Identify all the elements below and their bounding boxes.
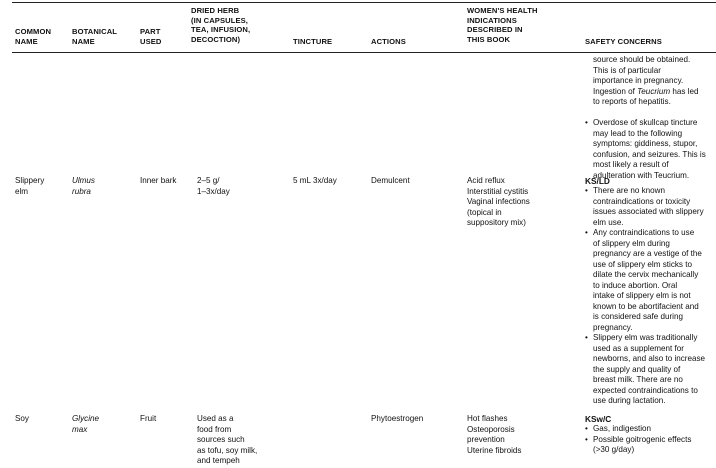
row-slippery-elm-safety-code: KS/LD [585,176,610,186]
continued-safety-bullets [585,118,715,181]
continued-safety-text [593,55,715,108]
row-slippery-elm-safety-bullets [585,186,715,407]
continued-safety-bullet: • Overdose of skullcap tincture may lead to the following symptoms: giddiness, stupor, confusion, and seizures. This is most likely a result of adulteration with Teucrium. [585,118,715,181]
row-soy-common-name: Soy [15,414,29,423]
col-header-safety: SAFETY CONCERNS [585,37,662,46]
row-soy-indications: Hot flashes Osteoporosis prevention Uterine fibroids [467,414,522,455]
row-slippery-elm-common-name: Slippery elm [15,176,45,196]
safety-bullet: • There are no known contraindications or toxicity issues associated with slippery elm use. [585,186,715,228]
row-slippery-elm-part-used: Inner bark [140,176,177,185]
col-header-part-used: PART USED [140,27,162,46]
continued-safety-lines: source should be obtained. This is of particular importance in pregnancy. [593,55,691,85]
col-header-dried-herb: DRIED HERB (IN CAPSULES, TEA, INFUSION, DECOCTION) [191,6,251,44]
safety-bullet: • Possible goitrogenic effects (>30 g/day) [585,435,715,456]
row-soy-actions: Phytoestrogen [371,414,424,423]
row-soy-botanical-name: Glycine max [72,414,99,434]
continued-ingestion-pre: Ingestion of [593,86,638,96]
row-soy-dried-herb: Used as a food from sources such as tofu, soy milk, and tempeh [197,414,258,465]
continued-safety-tail: to reports of hepatitis. [593,97,671,106]
safety-bullet: • Gas, indigestion [585,424,715,435]
continued-ingestion-post: has led [670,86,699,96]
col-header-botanical-name: BOTANICAL NAME [72,27,118,46]
continued-safety-ingestion-line [593,87,715,98]
col-header-actions: ACTIONS [371,37,406,46]
row-slippery-elm-dried-herb: 2–5 g/ 1–3x/day [197,176,230,196]
row-slippery-elm-botanical-name: Ulmus rubra [72,176,95,196]
safety-bullet: • Slippery elm was traditionally used as a supplement for newborns, and also to increase the supply and quality of breast milk. There are no expected contraindications to use during lactation. [585,333,715,407]
header-top-rule [12,2,716,3]
safety-bullet: • Any contraindications to use of slippery elm during pregnancy are a vestige of the use of slippery elm sticks to dilate the cervix mechanically to induce abortion. Oral intake of slippery elm is not known to be abortifacient and is considered safe during pregnancy. [585,228,715,333]
row-soy-part-used: Fruit [140,414,157,423]
row-slippery-elm-tincture: 5 mL 3x/day [293,176,337,185]
row-soy-safety-bullets [585,424,715,456]
col-header-common-name: COMMON NAME [15,27,52,46]
row-slippery-elm-indications: Acid reflux Interstitial cystitis Vaginal infections (topical in suppository mix) [467,176,530,227]
header-bottom-rule [12,52,716,53]
col-header-indications: WOMEN'S HEALTH INDICATIONS DESCRIBED IN THIS BOOK [467,6,538,44]
row-slippery-elm-actions: Demulcent [371,176,410,185]
row-soy-safety-code: KSw/C [585,414,612,424]
continued-ingestion-italic: Teucrium [637,86,671,96]
col-header-tincture: TINCTURE [293,37,333,46]
